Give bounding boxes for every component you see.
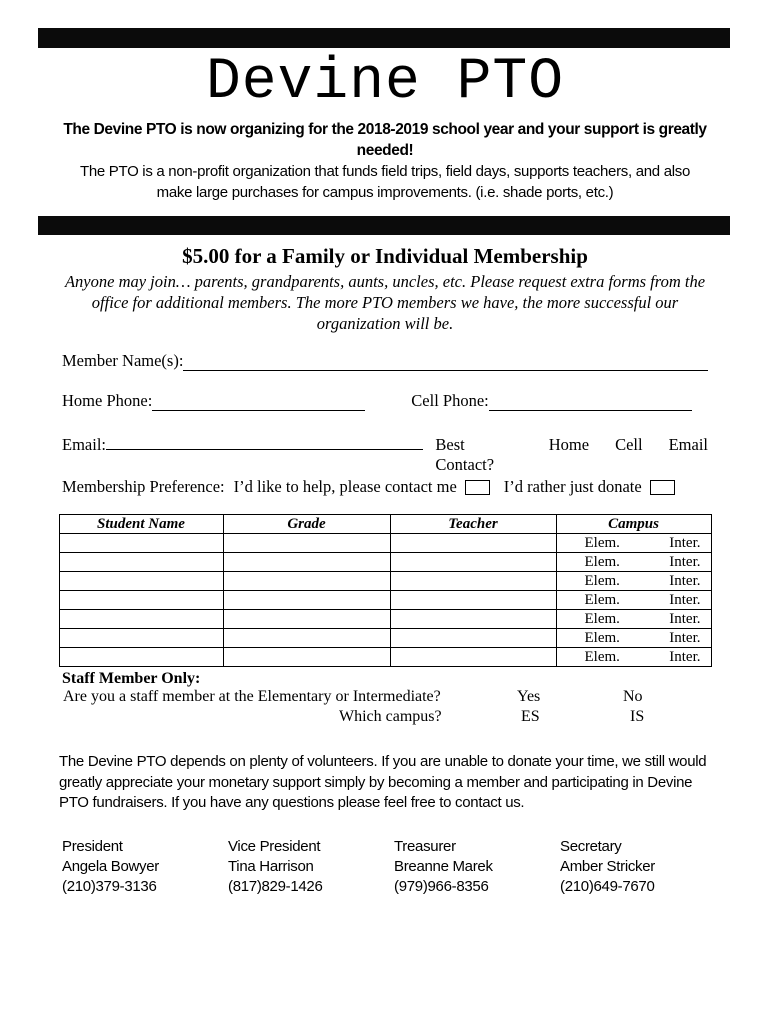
donate-option-label: I’d rather just donate bbox=[503, 477, 642, 496]
column-header-teacher: Teacher bbox=[390, 515, 556, 534]
officer-name: Amber Stricker bbox=[560, 857, 655, 875]
officer-card-president bbox=[62, 837, 212, 897]
officer-title: President bbox=[62, 837, 123, 855]
staff-question-campus-member: Are you a staff member at the Elementary or Intermediate? bbox=[63, 688, 441, 705]
campus-option-elem[interactable]: Elem. bbox=[584, 534, 620, 551]
campus-option-elem[interactable]: Elem. bbox=[584, 553, 620, 570]
campus-option-inter[interactable]: Inter. bbox=[669, 572, 701, 589]
student-name-cell[interactable] bbox=[59, 591, 223, 610]
column-header-grade: Grade bbox=[223, 515, 390, 534]
officer-card-vice-president bbox=[228, 837, 378, 897]
email-field[interactable] bbox=[106, 434, 423, 450]
phone-row bbox=[62, 391, 708, 411]
student-name-cell[interactable] bbox=[59, 629, 223, 648]
cell-phone-field[interactable] bbox=[489, 395, 692, 411]
officer-title: Secretary bbox=[560, 837, 622, 855]
membership-blurb: Anyone may join… parents, grandparents, aunts, uncles, etc. Please request extra forms from the office for additional members. The more PTO members we have, the more successful our organization will be. bbox=[64, 272, 706, 333]
student-name-cell[interactable] bbox=[59, 553, 223, 572]
campus-option-elem[interactable]: Elem. bbox=[584, 572, 620, 589]
staff-option-is[interactable]: IS bbox=[630, 708, 645, 725]
officer-phone: (979)966-8356 bbox=[394, 877, 489, 895]
grade-cell[interactable] bbox=[223, 610, 390, 629]
table-row bbox=[59, 629, 711, 648]
teacher-cell[interactable] bbox=[390, 629, 556, 648]
best-contact-option-email[interactable]: Email bbox=[668, 435, 708, 454]
campus-option-inter[interactable]: Inter. bbox=[669, 534, 701, 551]
officer-card-secretary bbox=[560, 837, 710, 897]
teacher-cell[interactable] bbox=[390, 553, 556, 572]
officer-name: Tina Harrison bbox=[228, 857, 314, 875]
table-row bbox=[59, 648, 711, 667]
membership-preference-row bbox=[62, 477, 708, 497]
campus-option-inter[interactable]: Inter. bbox=[669, 610, 701, 627]
officer-phone: (210)379-3136 bbox=[62, 877, 157, 895]
officer-card-treasurer bbox=[394, 837, 544, 897]
email-row bbox=[62, 434, 708, 475]
volunteer-note: The Devine PTO depends on plenty of volunteers. If you are unable to donate your time, we still would greatly appreciate your monetary support simply by becoming a member and participating in Devine PTO fundraisers. If you have any questions please feel free to contact us. bbox=[59, 753, 707, 811]
staff-heading: Staff Member Only: bbox=[62, 670, 201, 687]
student-name-cell[interactable] bbox=[59, 572, 223, 591]
cell-phone-label: Cell Phone: bbox=[411, 391, 489, 410]
member-name-field[interactable] bbox=[183, 355, 708, 371]
page-title: Devine PTO bbox=[205, 50, 565, 115]
table-header-row bbox=[59, 515, 711, 534]
staff-option-es[interactable]: ES bbox=[521, 708, 540, 725]
campus-option-inter[interactable]: Inter. bbox=[669, 648, 701, 665]
table-row bbox=[59, 534, 711, 553]
best-contact-option-cell[interactable]: Cell bbox=[615, 435, 643, 454]
table-row bbox=[59, 553, 711, 572]
campus-option-inter[interactable]: Inter. bbox=[669, 629, 701, 646]
home-phone-field[interactable] bbox=[152, 395, 365, 411]
grade-cell[interactable] bbox=[223, 591, 390, 610]
help-option-label: I’d like to help, please contact me bbox=[233, 477, 457, 496]
teacher-cell[interactable] bbox=[390, 591, 556, 610]
staff-section bbox=[0, 670, 770, 728]
column-header-student-name: Student Name bbox=[59, 515, 223, 534]
staff-option-no[interactable]: No bbox=[623, 688, 643, 705]
student-name-cell[interactable] bbox=[59, 610, 223, 629]
table-row bbox=[59, 591, 711, 610]
officer-phone: (210)649-7670 bbox=[560, 877, 655, 895]
member-name-label: Member Name(s): bbox=[62, 351, 184, 370]
teacher-cell[interactable] bbox=[390, 534, 556, 553]
table-row bbox=[59, 572, 711, 591]
campus-option-elem[interactable]: Elem. bbox=[584, 648, 620, 665]
membership-preference-label: Membership Preference: bbox=[62, 477, 225, 496]
student-name-cell[interactable] bbox=[59, 534, 223, 553]
membership-heading: $5.00 for a Family or Individual Membership bbox=[182, 244, 588, 268]
teacher-cell[interactable] bbox=[390, 648, 556, 667]
officer-title: Vice President bbox=[228, 837, 321, 855]
grade-cell[interactable] bbox=[223, 534, 390, 553]
intro-text-bold: The Devine PTO is now organizing for the 2018-2019 school year and your support is greatly needed! bbox=[63, 121, 707, 159]
teacher-cell[interactable] bbox=[390, 572, 556, 591]
best-contact-label: Best Contact? bbox=[435, 435, 495, 474]
best-contact-option-home[interactable]: Home bbox=[548, 435, 590, 454]
campus-option-inter[interactable]: Inter. bbox=[669, 553, 701, 570]
grade-cell[interactable] bbox=[223, 629, 390, 648]
member-name-row bbox=[62, 351, 708, 371]
table-row bbox=[59, 610, 711, 629]
staff-question-which-campus: Which campus? bbox=[339, 708, 442, 725]
campus-option-elem[interactable]: Elem. bbox=[584, 610, 620, 627]
intro-text-regular: The PTO is a non-profit organization that funds field trips, field days, supports teachers, and also make large purchases for campus improvements. (i.e. shade ports, etc.) bbox=[79, 163, 691, 201]
campus-option-inter[interactable]: Inter. bbox=[669, 591, 701, 608]
grade-cell[interactable] bbox=[223, 648, 390, 667]
teacher-cell[interactable] bbox=[390, 610, 556, 629]
column-header-campus: Campus bbox=[556, 515, 711, 534]
students-table bbox=[59, 514, 712, 667]
home-phone-label: Home Phone: bbox=[62, 391, 153, 410]
officer-name: Breanne Marek bbox=[394, 857, 493, 875]
top-divider-bar bbox=[38, 28, 730, 48]
middle-divider-bar bbox=[38, 216, 730, 235]
officer-title: Treasurer bbox=[394, 837, 456, 855]
campus-option-elem[interactable]: Elem. bbox=[584, 629, 620, 646]
officer-name: Angela Bowyer bbox=[62, 857, 159, 875]
officer-phone: (817)829-1426 bbox=[228, 877, 323, 895]
officers-list bbox=[62, 837, 770, 897]
help-checkbox[interactable] bbox=[465, 480, 490, 495]
email-label: Email: bbox=[62, 435, 106, 454]
donate-checkbox[interactable] bbox=[650, 480, 675, 495]
grade-cell[interactable] bbox=[223, 572, 390, 591]
grade-cell[interactable] bbox=[223, 553, 390, 572]
campus-option-elem[interactable]: Elem. bbox=[584, 591, 620, 608]
student-name-cell[interactable] bbox=[59, 648, 223, 667]
staff-option-yes[interactable]: Yes bbox=[517, 688, 541, 705]
